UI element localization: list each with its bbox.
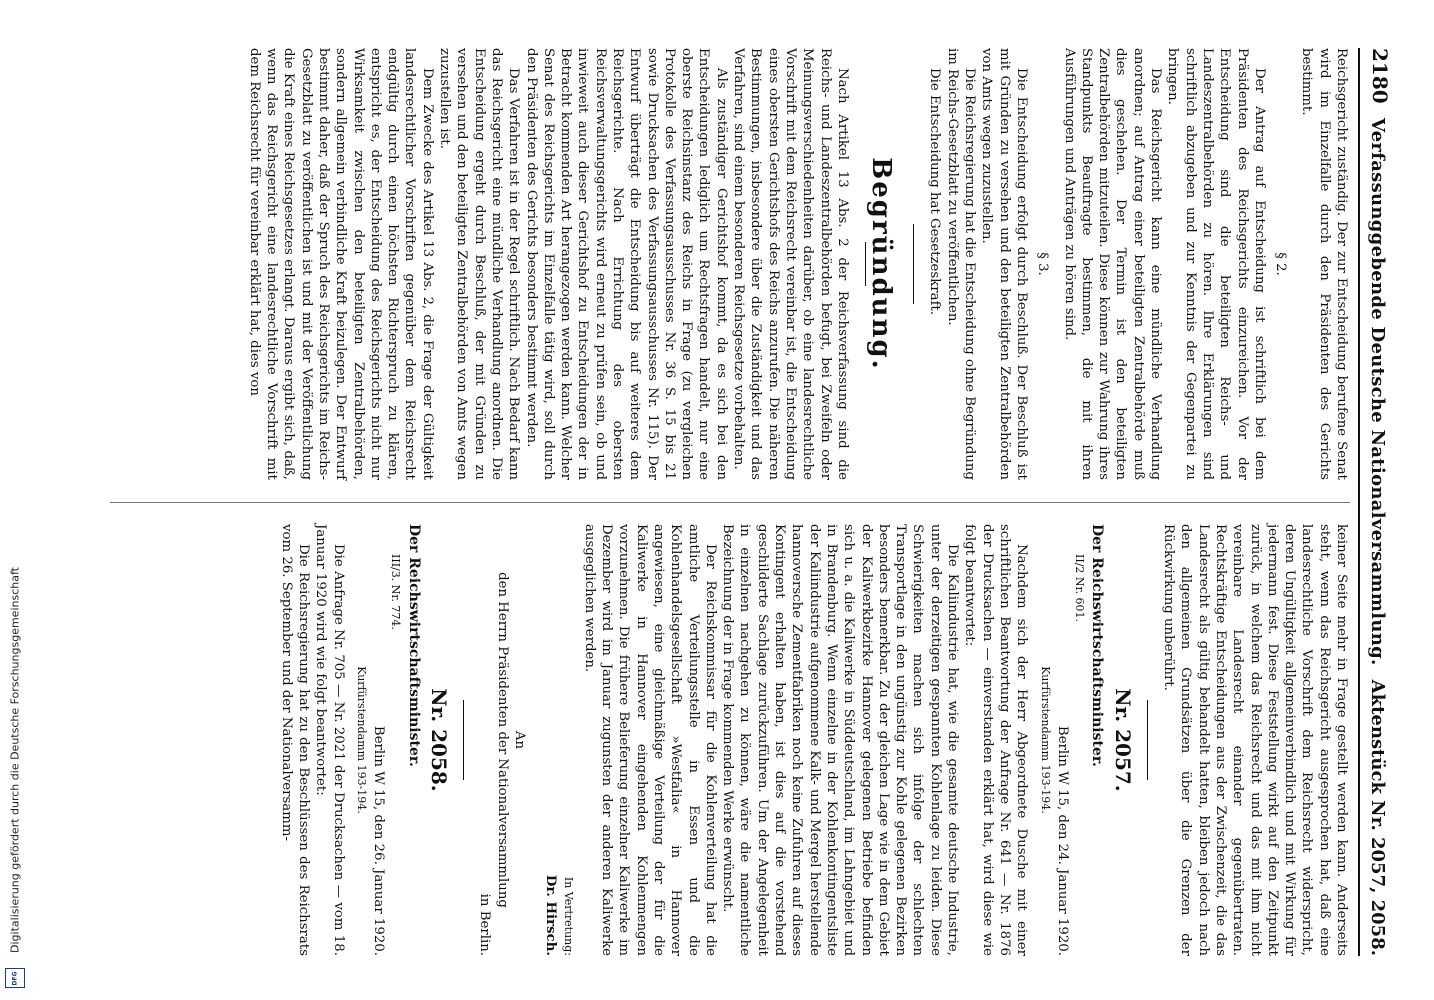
paragraph: Als zuständiger Gerichtshof kommt, da es sich bei den Entscheidungen lediglich um Rechtsfragen handelt, nur eine oberste Reichsinstanz des Reichs in Frage (zu vergleichen Protokolle des Verfassungsausschusses Nr. 36 S. 15 bis 21 sowie Drucksachen des Verfassungsausschusses Nr. 115). Der Entwurf überträgt die Entscheidung bis auf weiteres dem Reichsgerichte. Nach Errichtung des obersten Reichsverwaltungsgerichts wird erneut zu prüfen sein, ob und inwieweit auch dieser Gerichtshof zu Entscheidungen der in Betracht kommenden Art herangezogen werden kann. Welcher Senat des Reichsgerichts im Einzelfalle tätig wird, soll durch den Präsidenten des Gerichts besonders bestimmt werden.: [523, 48, 729, 480]
paragraph: Der Reichskommissar für die Kohlenverteilung hat die amtliche Verteilungsstelle in Essen und die Kohlenhandelsgesellschaft »Westfalia« in Hannover angewiesen, eine gleichmäßige Verteilung der für die Kaliwerke in Hannover eingehenden Kohlenmengen vorzunehmen. Die frühere Belieferung einzelner Kaliwerke im Dezember wird im Januar zugunsten der anderen Kaliwerke ausgeglichen werden.: [581, 524, 718, 956]
paragraph: Der Antrag auf Entscheidung ist schriftlich bei dem Präsidenten des Reichsgerichts einzureichen. Vor der Entscheidung sind die beteiligten Reichs- und Landeszentralbehörden zu hören. Ihre Erklärungen sind schriftlich abzugeben und zur Kenntnis der Gegenpartei zu bringen.: [1165, 48, 1267, 480]
column-divider: [110, 502, 1350, 503]
addressee-to: An: [511, 730, 527, 750]
document-page: [102, 48, 1392, 956]
section-heading: § 3.: [1035, 252, 1051, 276]
ministry-name: Der Reichswirtschaftsminister.: [1089, 524, 1106, 767]
section-title: Begründung.: [866, 157, 897, 371]
digitization-note: Digitalisierung gefördert durch die Deutsche Forschungsgemeinschaft: [8, 567, 22, 953]
paragraph: Reichsgericht zuständig. Der zur Entscheidung berufene Senat wird im Einzelfalle durch den Präsidenten des Gerichts bestimmt.: [1299, 48, 1349, 480]
page-header: [1358, 48, 1392, 956]
addressee: den Herrn Präsidenten der Nationalversammlung: [494, 572, 510, 908]
sidebar: [0, 0, 30, 1000]
paragraph: Die Reichsregierung hat zu den Beschlüssen des Reichsrats vom 26. September und der Nationalversamm-: [278, 524, 311, 956]
paragraph: keiner Seite mehr in Frage gestellt werden kann. Anderseits steht, wenn das Reichsgericht ausgesprochen hat, daß eine landesrechtliche Vorschrift dem Reichsrecht widerspricht, deren Ungültigkeit allgemeinverbindlich und mit Wirkung für jedermann fest. Diese Feststellung wirkt auf den Zeitpunkt zurück, in welchem das Reichsrecht und das mit ihm nicht vereinbare Landesrecht einander gegenübertraten. Rechtskräftige Entscheidungen aus der Zwischenzeit, die das Landesrecht als gültig behandelt hatten, bleiben jedoch nach den allgemeinen Grundsätzen über die Grenzen der Rückwirkung unberührt.: [1161, 524, 1349, 956]
paragraph: Die Kaliindustrie hat, wie die gesamte deutsche Industrie, unter der derzeitigen gespannten Kohlenlage zu leiden. Diese Schwierigkeiten machen sich infolge der schlechten Transportlage in den ungünstig zur Kohle gelegenen Bezirken besonders bemerkbar. Zu der gleichen Lage wie in dem Gebiet der Kaliwerkbezirke Hannover gelegenen Betriebe befinden sich u. a. die Kaliwerke in Süddeutschland, im Lahngebiet und in Brandenburg. Wenn einzelne in der Kohlenkontingentsliste der Kaliindustrie aufgenommene Kalk- und Mergel herstellende hannoversche Zementfabriken noch keine Zufuhren auf dieses Kontingent erhalten haben, ist dies auf die vorstehend geschilderte Sachlage zurückzuführen. Um der Angelegenheit in einzelnen nachgehen zu können, wäre die namentliche Bezeichnung der in Frage kommenden Werke erwünscht.: [720, 524, 961, 956]
section-heading: § 2.: [1273, 252, 1289, 276]
paragraph: Das Reichsgericht kann eine mündliche Verhandlung anordnen; auf Antrag einer beteiligten Zentralbehörde muß dies geschehen. Der Termin ist den beteiligten Zentralbehörden mitzuteilen. Diese können zur Wahrung ihres Standpunkts Beauftragte bestimmen, die mit ihren Ausführungen und Anträgen zu hören sind.: [1061, 48, 1164, 480]
ministry-reference: II/2 Nr. 601.: [1073, 554, 1087, 623]
ministry-name: Der Reichswirtschaftsminister.: [405, 524, 422, 767]
dfg-logo-icon: [5, 968, 25, 988]
paragraph: Die Reichsregierung hat die Entscheidung ohne Begründung im Reichs-Gesetzblatt zu veröffentlichen.: [944, 48, 978, 480]
address-line: Kurfürstendamm 193-194.: [354, 666, 368, 814]
divider: [1147, 700, 1148, 780]
dateline: Berlin W 15, den 26. Januar 1920.: [371, 725, 387, 956]
paragraph: Nach Artikel 13 Abs. 2 der Reichsverfassung sind die Reichs- und Landeszentralbehörden befugt, bei Zweifeln oder Meinungsverschiedenheiten darüber, ob eine landesrechtliche Vorschrift mit dem Reichsrecht vereinbar ist, die Entscheidung eines obersten Gerichtshofs des Reichs anzurufen. Die näheren Bestimmungen, insbesondere über die Zuständigkeit und das Verfahren, sind einem besonderen Reichsgesetze vorbehalten.: [731, 48, 850, 480]
page-number: 2180: [1368, 48, 1392, 104]
paragraph: Dem Zwecke des Artikel 13 Abs. 2, die Frage der Gültigkeit landesrechtlicher Vorschriften gegenüber dem Reichsrecht endgültig durch einen höchsten Richterspruch zu klären, entspricht es, der Entscheidung des Reichsgerichts nicht nur Wirksamkeit zwischen den beteiligten Zentralbehörden, sondern allgemein verbindliche Kraft beizulegen. Der Entwurf bestimmt daher, daß der Spruch des Reichsgerichts im Reichs-Gesetzblatt zu veröffentlichen ist und mit der Veröffentlichung die Kraft eines Reichsgesetzes erlangt. Daraus ergibt sich, daß, wenn das Reichsgericht eine landesrechtliche Vorschrift mit dem Reichsrecht für vereinbar erklärt hat, dies von: [246, 48, 435, 480]
paragraph: Nachdem sich der Herr Abgeordnete Dusche mit einer schriftlichen Beantwortung der Anfrage Nr. 641 — Nr. 1876 der Drucksachen — einverstanden erklärt hat, wird diese wie folgt beantwortet:: [962, 524, 1030, 956]
address-line: Kurfürstendamm 193-194.: [1038, 666, 1052, 814]
ministry-reference: III/3. Nr. 774.: [389, 554, 403, 630]
dfg-logo-text: DFG: [11, 970, 19, 986]
document-reference: Aktenstück Nr. 2057, 2058.: [1367, 679, 1388, 956]
paragraph: Die Entscheidung erfolgt durch Beschluß. Der Beschluß ist mit Gründen zu versehen und den beteiligten Zentralbehörden von Amts wegen zuzustellen.: [979, 48, 1029, 480]
addressee-city: in Berlin.: [477, 893, 493, 956]
paragraph: Das Verfahren ist in der Regel schriftlich. Nach Bedarf kann das Reichsgericht eine mündliche Verhandlung anordnen. Die Entscheidung ergeht durch Beschluß, der mit Gründen zu versehen und den beteiligten Zentralbehörden von Amts wegen zuzustellen ist.: [437, 48, 522, 480]
paragraph: Die Anfrage Nr. 705 — Nr. 2021 der Drucksachen — vom 18. Januar 1920 wird wie folgt beantwortet:: [313, 524, 346, 956]
signature-intro: In Vertretung:: [561, 876, 575, 956]
signature: Dr. Hirsch.: [543, 874, 559, 956]
running-title: Verfassunggebende Deutsche Nationalversammlung.: [1367, 118, 1388, 666]
document-number: Nr. 2057.: [1110, 688, 1135, 792]
left-column: [245, 48, 1350, 480]
divider: [913, 224, 914, 304]
right-column: [277, 524, 1350, 956]
document-number: Nr. 2058.: [427, 688, 452, 792]
dateline: Berlin W 15, den 24. Januar 1920.: [1054, 725, 1070, 956]
paragraph: Die Entscheidung hat Gesetzeskraft.: [927, 68, 943, 316]
divider: [463, 700, 464, 780]
